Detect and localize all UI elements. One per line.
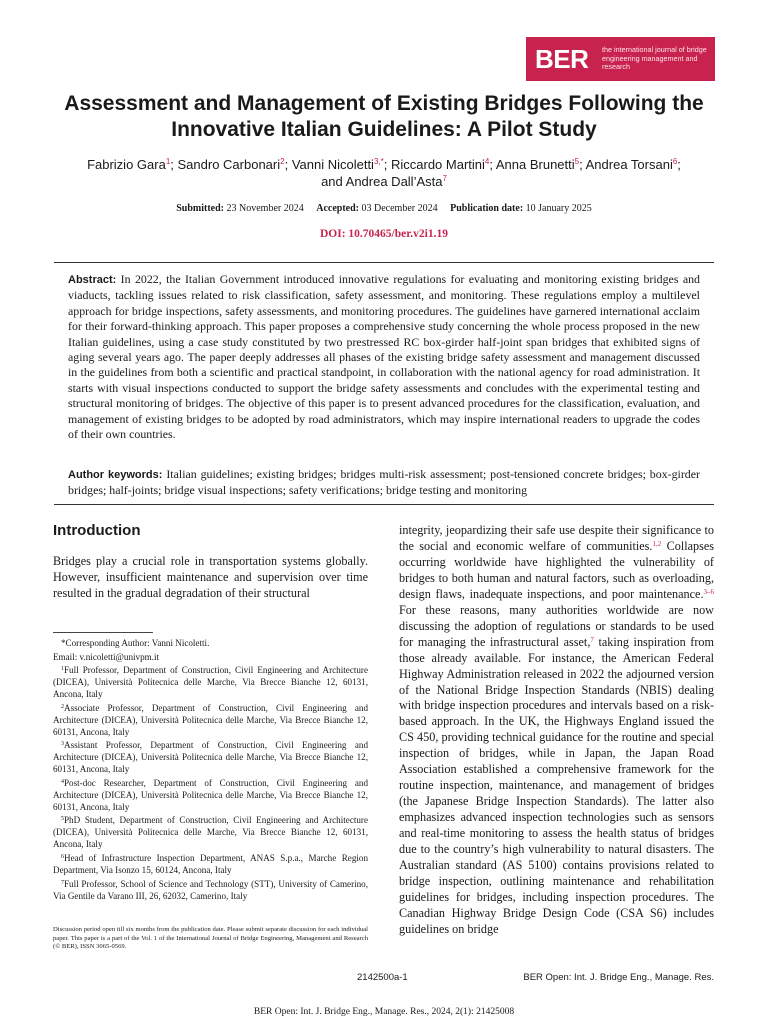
paragraph-text: For these reasons, many authorities worldwide are now discussing the adoption of regulations or standards to be used for managing the infrastructural asset, xyxy=(399,602,714,649)
paragraph-text: integrity, jeopardizing their safe use despite their significance to the social and economic welfare of communities. xyxy=(399,523,714,553)
author-name: Riccardo Martini xyxy=(390,157,485,172)
citation-ref[interactable]: 1,2 xyxy=(652,539,662,548)
paper-title: Assessment and Management of Existing Bridges Following the Innovative Italian Guidelines: A Pilot Study xyxy=(64,92,704,141)
intro-paragraph-left: Bridges play a crucial role in transportation systems globally. However, insufficient maintenance and supervision over time resulted in the gradual degradation of their structural xyxy=(53,554,368,600)
author-affiliation-ref[interactable]: 4 xyxy=(484,157,490,166)
logo-mark: BER xyxy=(535,43,589,74)
affiliation-item xyxy=(53,740,368,776)
affiliation-item xyxy=(53,879,368,903)
affiliation-text: Post-doc Researcher, Department of Construction, Civil Engineering and Architecture (DICEA), Università Politecnica delle Marche, Via Brecce Bianche 12, 60131, Ancona, Italy xyxy=(53,777,368,812)
citation-footer: BER Open: Int. J. Bridge Eng., Manage. Res., 2024, 2(1): 21425008 xyxy=(253,1007,515,1017)
author-keywords xyxy=(68,467,700,499)
author-affiliation-ref[interactable]: 3,* xyxy=(373,157,384,166)
discussion-disclaimer: Discussion period open till six months from the publication date. Please submit separate discussion for each individual paper. This paper is a part of the Vol. 1 of the International Journal of Bridge Engineering, Management and Research (© BER), ISSN 3065-0569. xyxy=(53,926,368,951)
intro-paragraph-right xyxy=(399,523,714,938)
paragraph-text: taking inspiration from those already available. For instance, the American Federal Highway Administration released in 2022 the adjourned version of the National Bridge Inspection Standards (NBIS) dealing with bridge inspection procedures and intervals based on a risk-based approach. In the UK, the Highways England issued the CS 450, providing technical guidance for the routine and special inspection of bridges, while in Japan, the Japan Road Association established a comprehensive framework for the routine inspection, maintenance, and management of bridges (the Japanese Bridge Inspection Standards). The latter also emphasizes advanced inspection technologies such as sensors and real-time monitoring to assess the health status of bridges due to the country’s high vulnerability to natural disasters. The Australian standard (AS 5100) contains provisions related to bridge inspection, outlining maintenance and rehabilitation guidelines for bridges, including inspection procedures. The Canadian Highway Bridge Design Code (CSA S6) includes guidelines on bridge xyxy=(399,634,714,936)
author-name: Fabrizio Gara xyxy=(87,157,166,172)
running-head: BER Open: Int. J. Bridge Eng., Manage. Res. xyxy=(523,972,714,983)
author-list: Fabrizio Gara$^1$; Sandro Carbonari$^2$; Vanni Nicoletti$^{3,*}$; Riccardo Martini$^4$; Anna Brunetti$^5$; Andrea Torsani$^6$; and Andrea Dall’Asta$^7$ xyxy=(87,157,681,189)
publication-dates xyxy=(40,203,728,214)
page-number: 2142500a-1 xyxy=(357,972,408,983)
abstract-text: In 2022, the Italian Government introduced innovative regulations for evaluating and monitoring existing bridges and viaducts, tackling issues related to risk classification, safety assessment, and monitoring. These regulations employ a multilevel approach for bridge inspections, safety assessments, and monitoring procedures. The guidelines have garnered international acclaim for their forward-thinking approach. This paper proposes a comprehensive study concerning the whole process proposed in the new Italian guidelines, using a case study constituted by two prestressed RC box-girder half-joint span bridges that exhibited signs of aging several years ago. The paper deeply addresses all phases of the existing bridge safety assessment and management discussed in the guidelines from both a scientific and practical standpoint, in collaboration with the national agency for road administration. It starts with visual inspections conducted to support the bridge safety assessments and concludes with the experimental testing and structural monitoring of bridges. The objective of this paper is to present advanced procedures for the classification, evaluation, and management of existing bridges to be adopted by road administrators, which may inspire international readers to upgrade the codes of their own countries. xyxy=(68,272,700,442)
keywords-label: Author keywords: xyxy=(68,469,163,481)
abstract-bottom-rule xyxy=(54,504,714,505)
author-affiliation-ref[interactable]: 1 xyxy=(165,157,171,166)
author-affiliation-ref[interactable]: 5 xyxy=(574,157,580,166)
submitted-date: 23 November 2024 xyxy=(226,203,304,214)
submitted-label: Submitted: xyxy=(176,203,225,214)
footnote-rule xyxy=(53,632,153,633)
published-label: Publication date: xyxy=(450,203,524,214)
affiliation-item xyxy=(53,703,368,739)
abstract-label: Abstract: xyxy=(68,274,117,286)
paragraph-text: Collapses occurring worldwide have highlighted the vulnerability of bridges to both human and natural factors, such as overloading, design flaws, inadequate inspections, and poor maintenance. xyxy=(399,538,714,601)
citation-ref[interactable]: 7 xyxy=(590,635,594,644)
author-name: Andrea Torsani xyxy=(585,157,673,172)
footnotes xyxy=(53,638,368,904)
affiliation-number: 6 xyxy=(61,853,64,860)
author-affiliation-ref[interactable]: 2 xyxy=(280,157,285,166)
affiliation-text: Full Professor, Department of Construction, Civil Engineering and Architecture (DICEA), Università Politecnica delle Marche, Via Brecce Bianche 12, 60131, Ancona, Italy xyxy=(53,665,368,700)
author-name: Anna Brunetti xyxy=(495,157,575,172)
affiliation-item xyxy=(53,665,368,701)
affiliation-text: Assistant Professor, Department of Construction, Civil Engineering and Architecture (DICEA), Università Politecnica delle Marche, Via Brecce Bianche 12, 60131, Ancona, Italy xyxy=(53,740,368,775)
affiliation-text: Head of Infrastructure Inspection Department, ANAS S.p.a., Marche Region Department, Via Isonzo 15, 60124, Ancona, Italy xyxy=(53,852,368,875)
affiliation-item xyxy=(53,853,368,877)
abstract xyxy=(68,272,700,442)
corresponding-email[interactable]: Email: v.nicoletti@univpm.it xyxy=(53,651,160,662)
affiliation-item xyxy=(53,815,368,851)
affiliation-list xyxy=(53,665,368,902)
section-heading-introduction: Introduction xyxy=(53,522,141,539)
author-name: Sandro Carbonari xyxy=(177,157,281,172)
affiliation-number: 1 xyxy=(61,666,64,673)
author-affiliation-ref[interactable]: 6 xyxy=(672,157,678,166)
affiliation-text: Associate Professor, Department of Construction, Civil Engineering and Architecture (DICEA), Università Politecnica delle Marche, Via Brecce Bianche 12, 60131, Ancona, Italy xyxy=(53,702,368,737)
accepted-date: 03 December 2024 xyxy=(361,203,438,214)
abstract-top-rule xyxy=(54,262,714,263)
corresponding-author: *Corresponding Author: Vanni Nicoletti. xyxy=(61,638,210,648)
affiliation-text: PhD Student, Department of Construction, Civil Engineering and Architecture (DICEA), Università Politecnica delle Marche, Via Brecce Bianche 12, 60131, Ancona, Italy xyxy=(53,815,368,850)
keywords-text: Italian guidelines; existing bridges; bridges multi-risk assessment; post-tensioned concrete bridges; box-girder bridges; half-joints; bridge visual inspections; safety verifications; bridge testing and monitoring xyxy=(68,467,700,498)
affiliation-number: 2 xyxy=(61,703,64,710)
accepted-label: Accepted: xyxy=(316,203,359,214)
affiliation-number: 4 xyxy=(61,778,64,785)
affiliation-text: Full Professor, School of Science and Technology (STT), University of Camerino, Via Gentile da Varano III, 26, 62032, Camerino, Italy xyxy=(53,878,368,901)
author-name: Vanni Nicoletti xyxy=(291,157,374,172)
affiliation-number: 5 xyxy=(61,816,64,823)
doi-link[interactable]: DOI: 10.70465/ber.v2i1.19 xyxy=(320,228,448,240)
affiliation-item xyxy=(53,778,368,814)
author-name: and Andrea Dall’Asta xyxy=(321,174,443,189)
affiliation-number: 3 xyxy=(61,741,64,748)
author-affiliation-ref[interactable]: 7 xyxy=(442,174,447,183)
published-date: 10 January 2025 xyxy=(525,203,592,214)
journal-logo[interactable] xyxy=(526,37,715,81)
citation-ref[interactable]: 3–6 xyxy=(703,587,714,596)
affiliation-number: 7 xyxy=(61,879,64,886)
logo-tagline: the international journal of bridge engineering management and research xyxy=(602,45,707,72)
